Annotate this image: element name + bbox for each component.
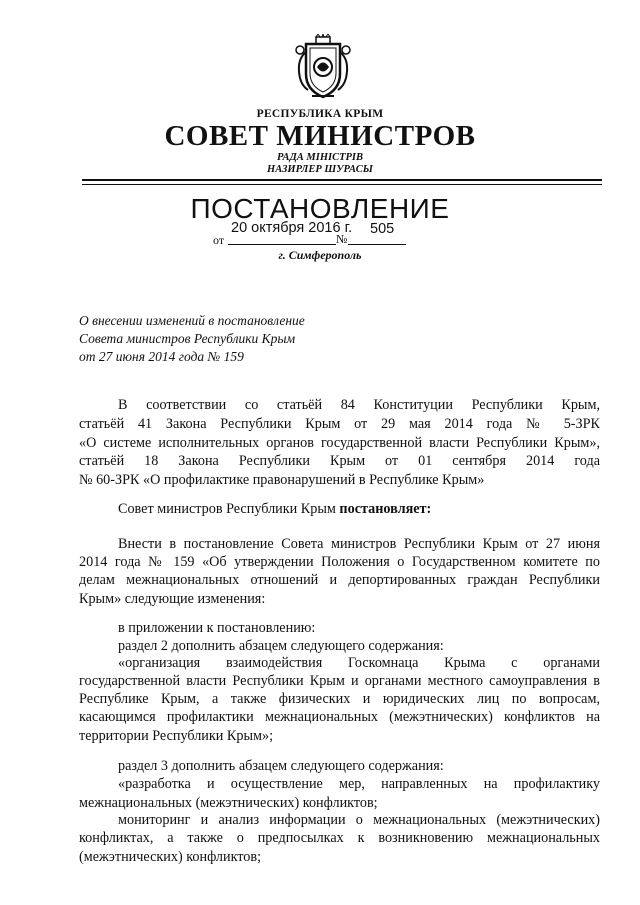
body-paragraph-7: раздел 3 дополнить абзацем следующего содержания: (118, 758, 444, 774)
header-rule-thin (82, 184, 602, 185)
body-paragraph-9-line-2: конфликтах, а также о предпосылках к возникновению межнациональных (79, 830, 600, 846)
body-paragraph-4: в приложении к постановлению: (118, 620, 316, 636)
number-underline (348, 244, 406, 245)
subject-line-2: Совета министров Республики Крым (79, 331, 296, 346)
document-date: 20 октября 2016 г. (231, 220, 353, 236)
body-paragraph-3-line-3: делам межнациональных отношений и депортированных граждан Республики (79, 572, 600, 588)
subject-line-1: О внесении изменений в постановление (79, 313, 305, 328)
date-label: от (213, 233, 225, 247)
body-paragraph-1-line-4: статьёй 18 Закона Республики Крым от 01 сентября 2014 года (79, 453, 600, 469)
body-paragraph-3-line-1: Внести в постановление Совета министров Республики Крым от 27 июня (118, 536, 600, 552)
date-underline (228, 244, 336, 245)
body-paragraph-6-line-1: «организация взаимодействия Госкомнаца Крыма с органами (118, 655, 600, 671)
body-paragraph-5: раздел 2 дополнить абзацем следующего содержания: (118, 638, 444, 654)
body-paragraph-9-line-3: (межэтнических) конфликтов; (79, 849, 262, 865)
crimea-emblem (292, 34, 354, 100)
body-paragraph-1-line-1: В соответствии со статьёй 84 Конституции Республики Крым, (118, 397, 600, 413)
body-paragraph-6-line-3: Республике Крым, а также физических и юридических лиц по вопросам, (79, 691, 600, 707)
body-paragraph-6-line-2: государственной власти Республики Крым и органами местного самоуправления в (79, 673, 600, 689)
document-number: 505 (370, 221, 395, 237)
council-title: СОВЕТ МИНИСТРОВ (164, 120, 476, 152)
city: г. Симферополь (278, 248, 362, 262)
council-title-crimean-tatar: НАЗИРЛЕР ШУРАСЫ (267, 164, 373, 175)
document-type: ПОСТАНОВЛЕНИЕ (190, 193, 450, 224)
body-paragraph-2 (118, 500, 639, 519)
subject-line-3: от 27 июня 2014 года № 159 (79, 349, 244, 364)
body-paragraph-1-line-3: «О системе исполнительных органов государственной власти Республики Крым», (79, 435, 600, 451)
body-paragraph-8-line-2: межнациональных (межэтнических) конфликтов; (79, 795, 378, 811)
body-paragraph-1-line-5: № 60-ЗРК «О профилактике правонарушений в Республике Крым» (79, 472, 485, 488)
header-rule-thick (82, 179, 602, 181)
body-paragraph-6-line-4: касающимся профилактики межнациональных (межэтнических) конфликтов на (79, 709, 600, 725)
body-paragraph-3-line-2: 2014 года № 159 «Об утверждении Положения о Государственном комитете по (79, 554, 600, 570)
body-paragraph-9-line-1: мониторинг и анализ информации о межнациональных (межэтнических) (118, 812, 600, 828)
body-paragraph-1-line-2: статьёй 41 Закона Республики Крым от 29 мая 2014 года № 5-ЗРК (79, 416, 600, 432)
body-paragraph-8-line-1: «разработка и осуществление мер, направленных на профилактику (118, 776, 600, 792)
body-paragraph-2-text: Совет министров Республики Крым (118, 501, 340, 517)
number-label: № (336, 232, 348, 246)
body-paragraph-2-decree-word: постановляет: (339, 501, 432, 517)
body-paragraph-3-line-4: Крым» следующие изменения: (79, 591, 266, 607)
council-title-ukrainian: РАДА МІНІСТРІВ (276, 152, 364, 163)
body-paragraph-6-line-5: территории Республики Крым»; (79, 728, 274, 744)
republic-title: РЕСПУБЛИКА КРЫМ (256, 108, 384, 120)
